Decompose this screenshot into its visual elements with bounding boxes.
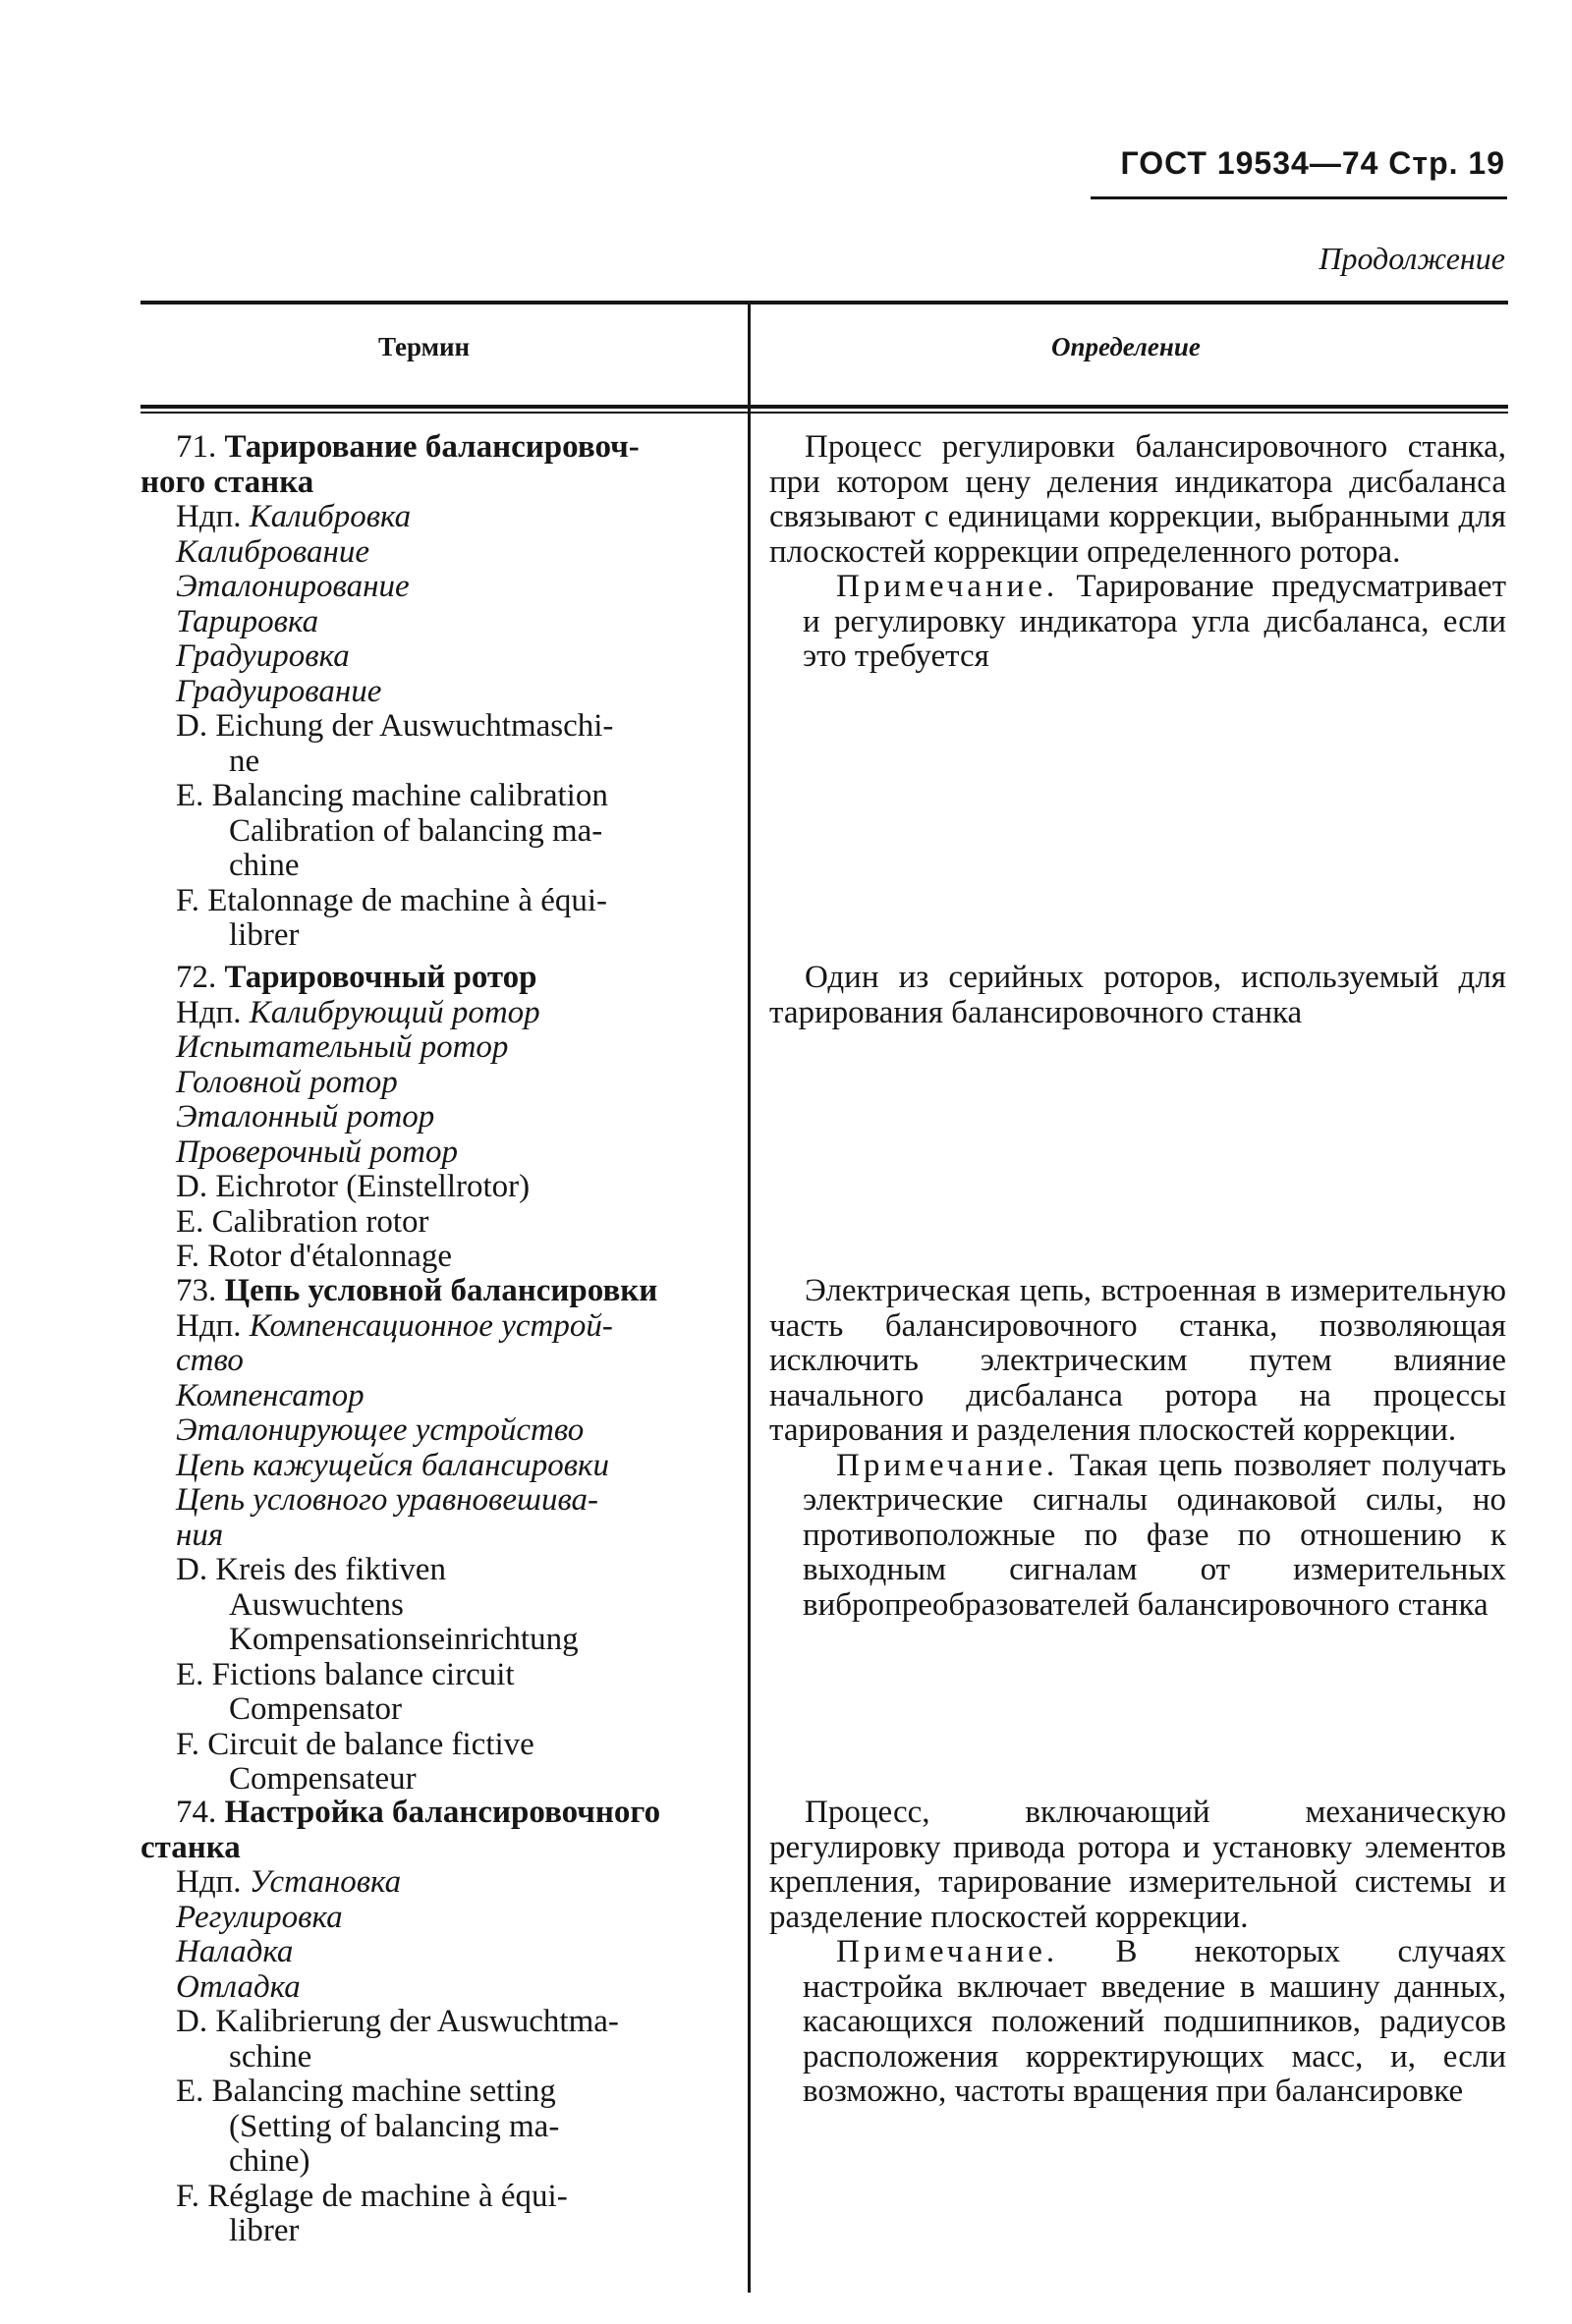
ndp-synonym: Компенсационное устрой- (249, 1307, 613, 1344)
table-head-rule (140, 405, 1508, 409)
term-german-alt: Kompensationseinrichtung (229, 1622, 579, 1657)
term-german-cont: ne (229, 743, 260, 779)
term-number: 71. (176, 429, 217, 465)
ndp-line (140, 1309, 720, 1345)
term-german-cont: schine (229, 2038, 312, 2075)
note-text: Такая цепь позволяет получать электрические сигналы одинаковой силы, но противоположные по фазе по отношению к выходным сигналам от измерительных вибропреобразователей балансировочного станка (803, 1447, 1507, 1623)
note-label: Примечание. (836, 1447, 1059, 1483)
ndp-synonym-cont: ния (176, 1517, 224, 1553)
term-french-alt: Compensateur (229, 1761, 417, 1797)
term-german: D. Kreis des fiktiven (176, 1552, 446, 1587)
term-title (140, 1274, 720, 1309)
term-german-cont: Auswuchtens (229, 1586, 404, 1623)
ndp-synonym: Калибровка (249, 499, 412, 534)
ndp-synonym: Градуировка (176, 638, 350, 674)
ndp-synonym: Градуирование (176, 673, 382, 709)
term-title-text: Настройка балансировочного (224, 1795, 661, 1830)
ndp-label: Ндп. (176, 994, 242, 1030)
term-french: F. Réglage de machine à équi- (176, 2178, 568, 2214)
note-text: В некоторых случаях настройка включает введение в машину данных, касающихся положений подшипников, радиусов расположения корректирующих масс, и, если возможно, частоты вращения при балансировке (803, 1934, 1506, 2109)
note-label: Примечание. (836, 569, 1059, 604)
header-rule (1091, 196, 1507, 199)
definition-note (769, 570, 1506, 675)
ndp-label: Ндп. (176, 1864, 242, 1900)
ndp-line (140, 996, 720, 1031)
ndp-synonym: Головной ротор (176, 1064, 398, 1100)
term-german: D. Eichung der Auswuchtmaschi- (176, 708, 614, 744)
term-french-cont: librer (229, 2213, 300, 2248)
term-title-text: Тарирование балансировоч- (224, 429, 640, 465)
column-divider (748, 304, 751, 2293)
definition-text: Процесс, включающий механическую регулировку привода ротора и установку элементов крепления, тарирование измерительной системы и разделение плоскостей коррекции. (769, 1795, 1506, 1935)
term-title-text: Цепь условной балансировки (224, 1273, 658, 1308)
ndp-synonym: Эталонирование (176, 569, 410, 604)
term-french: F. Rotor d'étalonnage (176, 1239, 452, 1274)
ndp-synonym: Эталонирующее устройство (176, 1412, 585, 1448)
ndp-synonym: Калибрующий ротор (249, 994, 540, 1030)
term-number: 74. (176, 1795, 217, 1830)
definition-note (769, 1935, 1506, 2110)
ndp-label: Ндп. (176, 499, 242, 534)
term-german: D. Kalibrierung der Auswuchtma- (176, 2004, 619, 2039)
continuation-label: Продолжение (1319, 241, 1505, 276)
term-french-cont: librer (229, 917, 300, 953)
ndp-synonym: Проверочный ротор (176, 1134, 458, 1170)
term-english-alt: Compensator (229, 1691, 402, 1727)
ndp-synonym: Цепь условного уравновешива- (176, 1482, 599, 1518)
ndp-synonym: Установка (249, 1864, 402, 1900)
term-title-cont: станка (140, 1829, 241, 1865)
definition-text: Один из серийных роторов, используемый для тарирования балансировочного станка (769, 960, 1506, 1030)
ndp-synonym: Компенсатор (176, 1377, 365, 1413)
term-english: E. Calibration rotor (176, 1203, 429, 1240)
definition-74 (769, 1796, 1506, 2110)
definition-73 (769, 1274, 1506, 1623)
definition-72 (769, 961, 1506, 1030)
definition-text: Процесс регулировки балансировочного станка, при котором цену деления индикатора дисбаланса связывают с единицами коррекции, выбранными для плоскостей коррекции определенного ротора. (769, 429, 1506, 570)
ndp-line (140, 500, 720, 535)
term-english-alt: (Setting of balancing ma- (229, 2108, 560, 2144)
ndp-synonym: Испытательный ротор (176, 1029, 509, 1065)
definition-note (769, 1449, 1506, 1624)
page-header: ГОСТ 19534—74 Стр. 19 (1120, 145, 1505, 181)
note-label: Примечание. (836, 1934, 1059, 1969)
term-73 (140, 1274, 720, 1798)
term-english: E. Balancing machine calibration (176, 778, 608, 813)
term-german: D. Eichrotor (Einstellrotor) (176, 1169, 531, 1204)
ndp-synonym: Калибрование (176, 533, 370, 570)
term-french: F. Circuit de balance fictive (176, 1726, 534, 1762)
ndp-line (140, 1865, 720, 1901)
term-71 (140, 430, 720, 954)
column-header-term: Термин (378, 332, 471, 361)
ndp-synonym: Эталонный ротор (176, 1099, 435, 1134)
ndp-synonym: Цепь кажущейся балансировки (176, 1447, 609, 1483)
table-top-rule (140, 301, 1508, 304)
term-english-cont: chine (229, 848, 300, 883)
term-title-cont: ного станка (140, 464, 314, 500)
term-french: F. Etalonnage de machine à équi- (176, 882, 608, 918)
term-english: E. Fictions balance circuit (176, 1656, 515, 1692)
ndp-synonym: Тарировка (176, 603, 319, 639)
ndp-synonym: Регулировка (176, 1899, 343, 1935)
term-title (140, 1796, 720, 1831)
definition-71 (769, 430, 1506, 675)
term-number: 72. (176, 960, 217, 995)
ndp-synonym: Отладка (176, 1968, 301, 2005)
note-text: Тарирование предусматривает и регулировку индикатора угла дисбаланса, если это требуется (803, 569, 1506, 674)
column-header-definition: Определение (1051, 332, 1201, 361)
definition-text: Электрическая цепь, встроенная в измерительную часть балансировочного станка, позволяющая исключить электрическим путем влияние начального дисбаланса ротора на процессы тарирования и разделения плоскостей коррекции. (769, 1273, 1506, 1448)
term-72 (140, 961, 720, 1275)
table-head-rule-double (140, 412, 1508, 414)
term-title (140, 430, 720, 466)
ndp-label: Ндп. (176, 1307, 242, 1344)
term-english: E. Balancing machine setting (176, 2074, 556, 2109)
term-74 (140, 1796, 720, 2249)
term-number: 73. (176, 1273, 217, 1308)
term-english-alt: Calibration of balancing ma- (229, 812, 603, 849)
ndp-synonym: Наладка (176, 1934, 294, 1969)
term-title (140, 961, 720, 996)
term-english-cont: chine) (229, 2143, 310, 2179)
term-title-text: Тарировочный ротор (224, 960, 537, 995)
ndp-synonym-cont: ство (176, 1343, 244, 1378)
